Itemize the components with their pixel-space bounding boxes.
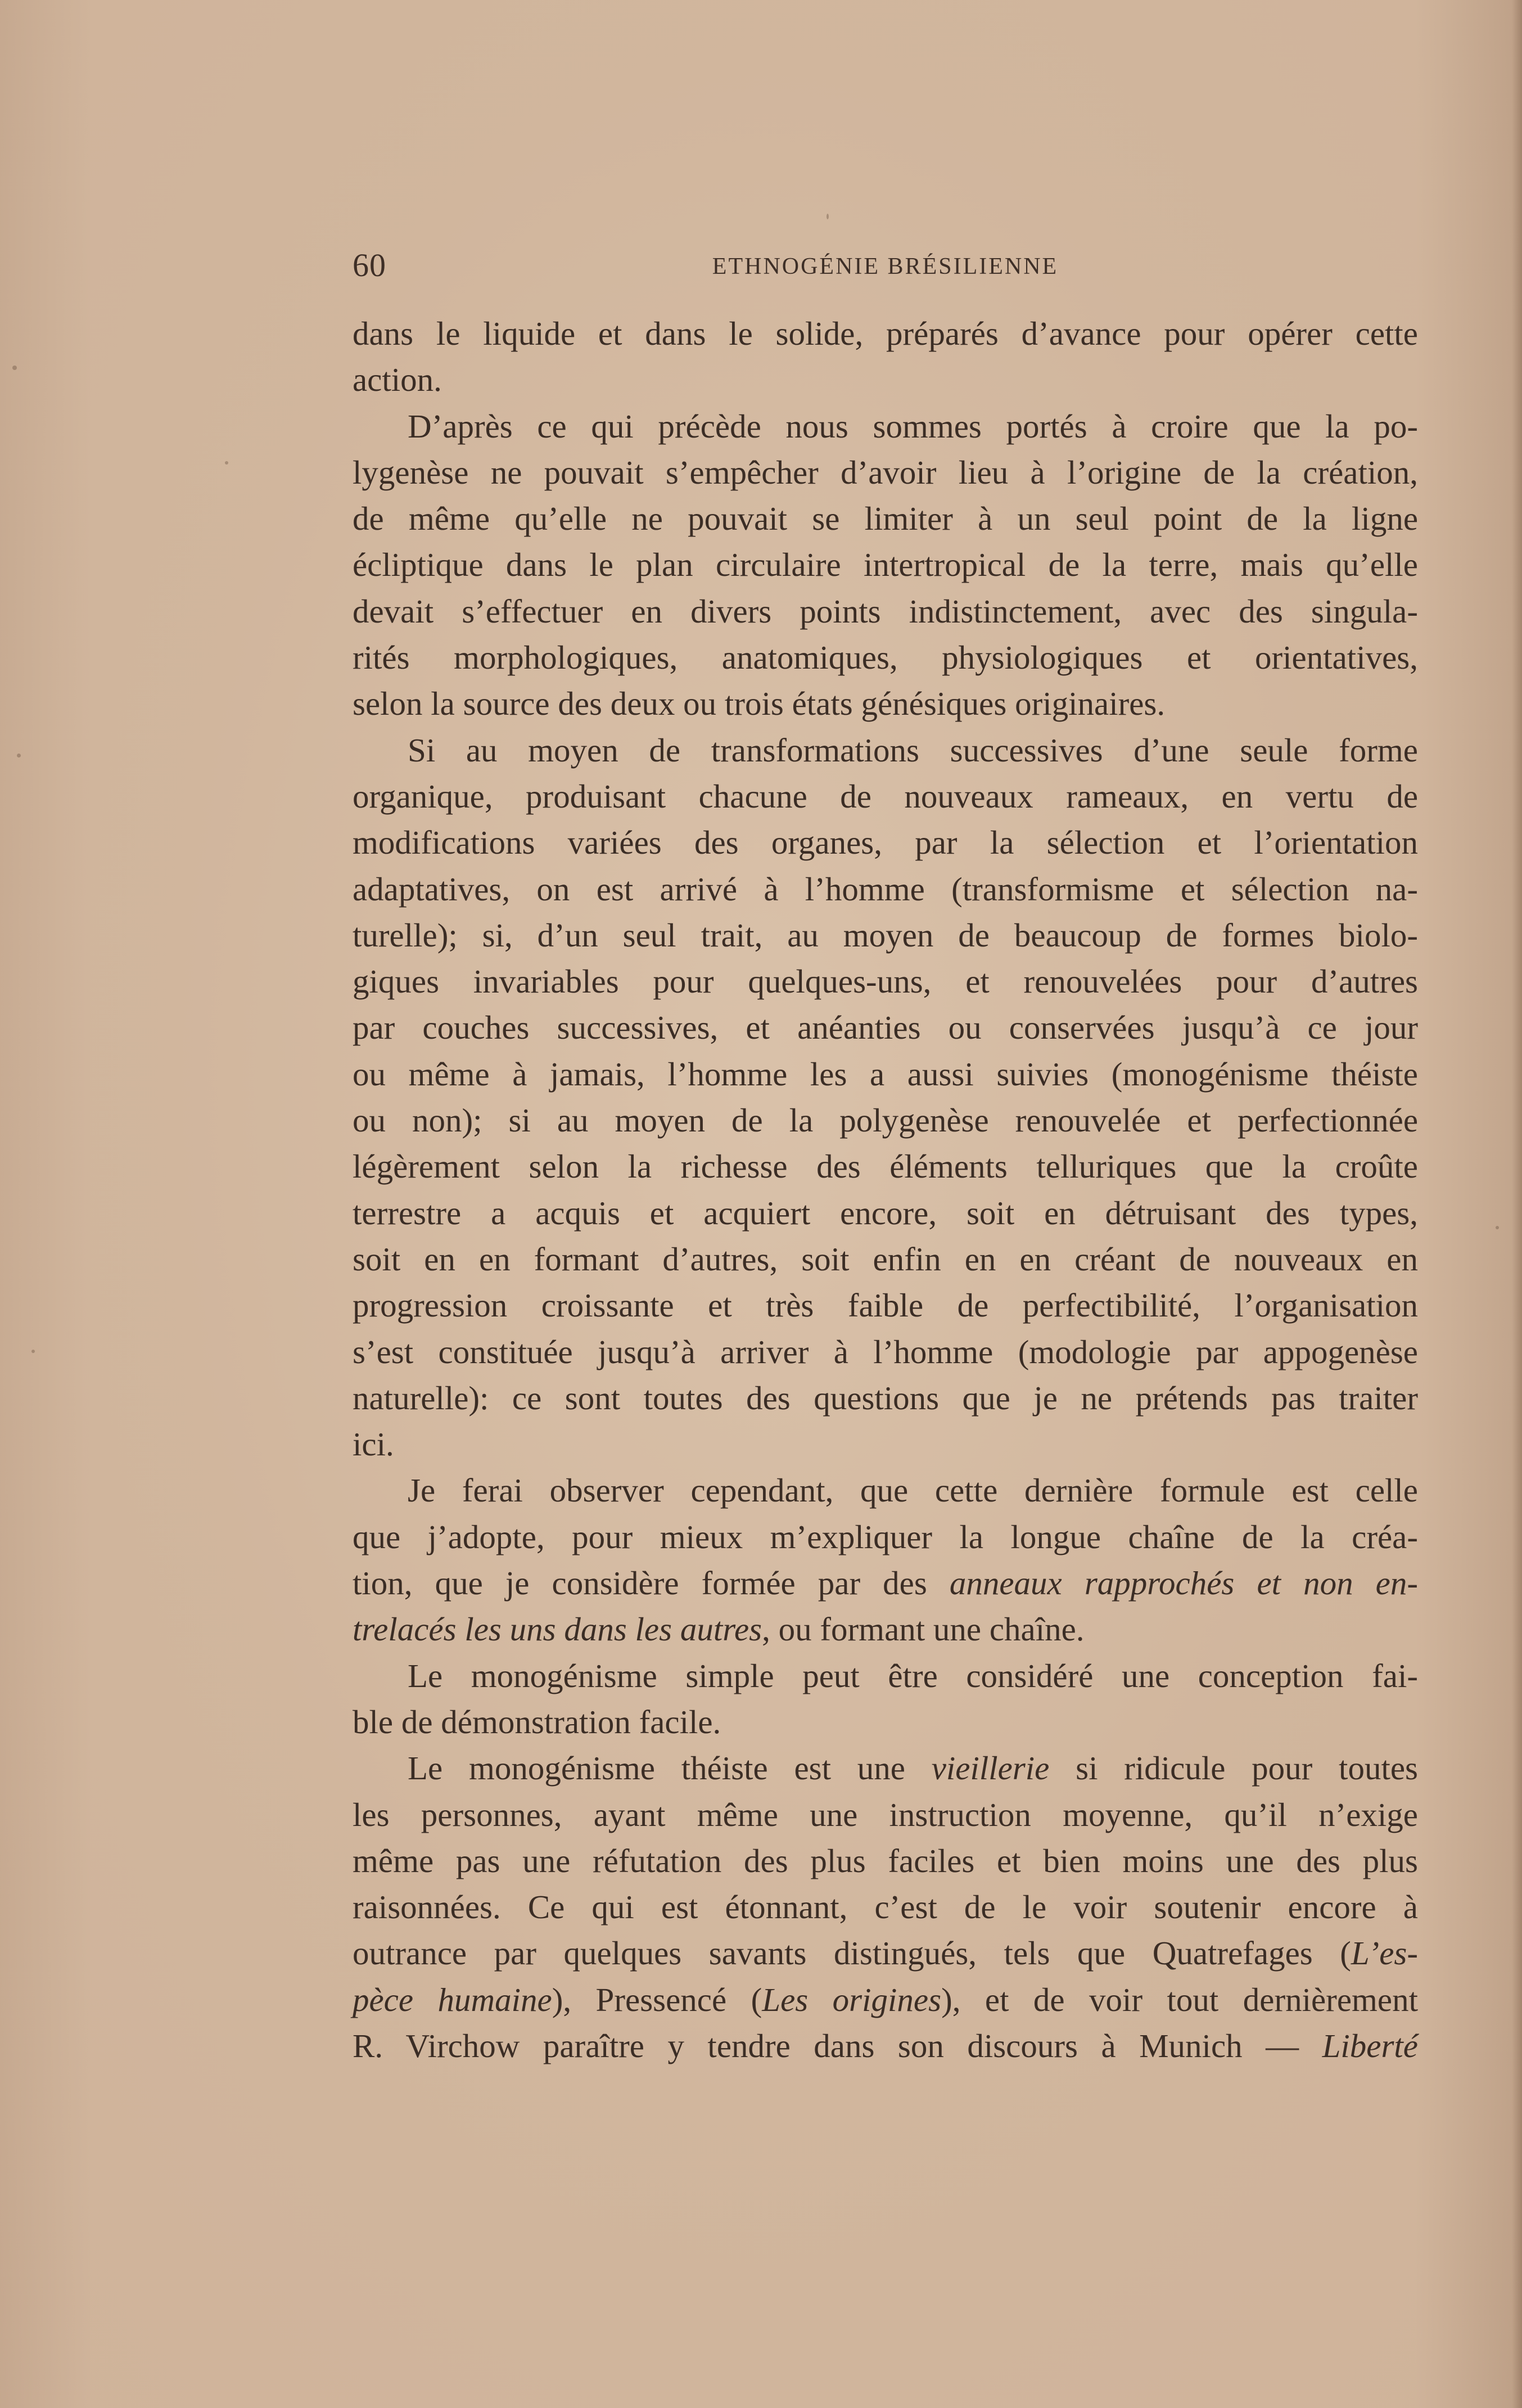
text-line: turelle); si, d’un seul trait, au moyen de beaucoup de formes biolo- — [353, 916, 1418, 954]
paper-speck — [31, 1350, 35, 1353]
text-line: adaptatives, on est arrivé à l’homme (transformisme et sélection na- — [353, 870, 1418, 908]
text-line: que j’adopte, pour mieux m’expliquer la longue chaîne de la créa- — [353, 1518, 1418, 1555]
italic-segment: pèce humaine — [353, 1981, 552, 2018]
paper-speck — [827, 214, 829, 219]
text-segment: , ou formant une chaîne. — [762, 1611, 1085, 1648]
italic-segment: Liberté — [1322, 2027, 1418, 2064]
text-line: ou non); si au moyen de la polygenèse renouvelée et perfectionnée — [353, 1102, 1418, 1139]
text-line: ou même à jamais, l’homme les a aussi suivies (monogénisme théiste — [353, 1055, 1418, 1093]
text-line: dans le liquide et dans le solide, préparés d’avance pour opérer cette — [353, 315, 1418, 352]
text-line: Je ferai observer cependant, que cette dernière formule est celle — [408, 1472, 1418, 1509]
text-line: lygenèse ne pouvait s’empêcher d’avoir lieu à l’origine de la création, — [353, 453, 1418, 491]
running-head — [353, 246, 1418, 286]
text-line: Si au moyen de transformations successives d’une seule forme — [408, 731, 1418, 769]
text-line — [353, 1606, 1418, 1652]
text-line: organique, produisant chacune de nouveaux rameaux, en vertu de — [353, 777, 1418, 815]
text-line: devait s’effectuer en divers points indistinctement, avec des singula- — [353, 592, 1418, 630]
text-segment: ), Pressencé ( — [552, 1981, 762, 2018]
italic-segment: vieillerie — [931, 1749, 1050, 1787]
text-line: naturelle): ce sont toutes des questions que je ne prétends pas traiter — [353, 1379, 1418, 1417]
text-line: s’est constituée jusqu’à arriver à l’homme (modologie par appogenèse — [353, 1333, 1418, 1370]
text-line: D’après ce qui précède nous sommes portés à croire que la po- — [408, 407, 1418, 445]
text-line: de même qu’elle ne pouvait se limiter à un seul point de la ligne — [353, 500, 1418, 538]
text-line: rités morphologiques, anatomiques, physiologiques et orientatives, — [353, 639, 1418, 677]
text-segment: si ridicule pour toutes — [1049, 1749, 1418, 1787]
text-line: légèrement selon la richesse des éléments telluriques que la croûte — [353, 1148, 1418, 1185]
text-line — [353, 1930, 1418, 1976]
text-line: giques invariables pour quelques-uns, et renouvelées pour d’autres — [353, 963, 1418, 1000]
running-title: ETHNOGÉNIE BRÉSILIENNE — [712, 254, 1059, 279]
text-line: ici. — [353, 1426, 394, 1463]
paper-speck — [17, 754, 21, 757]
paper-speck — [12, 366, 17, 370]
text-segment: ), et de voir tout dernièrement — [941, 1981, 1418, 2018]
page-number: 60 — [353, 247, 386, 283]
text-segment: tion, que je considère formée par des — [353, 1564, 950, 1602]
text-line — [353, 1977, 1418, 2023]
italic-segment: trelacés les uns dans les autres — [353, 1611, 762, 1648]
paper-speck — [1496, 1226, 1499, 1229]
text-line — [353, 1745, 1418, 1791]
text-line: Le monogénisme simple peut être considéré une conception fai- — [408, 1657, 1418, 1694]
text-segment: outrance par quelques savants distingués, tels que Quatrefages ( — [353, 1934, 1351, 1972]
text-line: selon la source des deux ou trois états génésiques originaires. — [353, 685, 1166, 723]
italic-segment: anneaux rapprochés et non en- — [949, 1564, 1418, 1602]
text-segment: R. Virchow paraître y tendre dans son discours à Munich — — [353, 2027, 1322, 2064]
italic-segment: Les origines — [762, 1981, 942, 2018]
text-line: progression croissante et très faible de perfectibilité, l’organisation — [353, 1287, 1418, 1324]
text-line: action. — [353, 361, 442, 399]
text-line: écliptique dans le plan circulaire intertropical de la terre, mais qu’elle — [353, 546, 1418, 584]
text-line: par couches successives, et anéanties ou conservées jusqu’à ce jour — [353, 1009, 1418, 1047]
italic-segment: L’es- — [1351, 1934, 1418, 1972]
text-line: même pas une réfutation des plus faciles et bien moins une des plus — [353, 1842, 1418, 1879]
text-line: ble de démonstration facile. — [353, 1703, 721, 1740]
text-line — [353, 1560, 1418, 1606]
text-line: raisonnées. Ce qui est étonnant, c’est de le voir soutenir encore à — [353, 1888, 1418, 1926]
text-segment: Le monogénisme théiste est une — [408, 1749, 932, 1787]
page-edge-shadow — [1512, 0, 1522, 2408]
text-line: les personnes, ayant même une instruction moyenne, qu’il n’exige — [353, 1796, 1418, 1833]
text-line: modifications variées des organes, par la sélection et l’orientation — [353, 824, 1418, 862]
text-line: soit en en formant d’autres, soit enfin en en créant de nouveaux en — [353, 1240, 1418, 1278]
body-text — [353, 310, 1418, 2069]
text-line: terrestre a acquis et acquiert encore, soit en détruisant des types, — [353, 1194, 1418, 1232]
paper-speck — [225, 461, 228, 465]
text-line — [353, 2023, 1418, 2069]
